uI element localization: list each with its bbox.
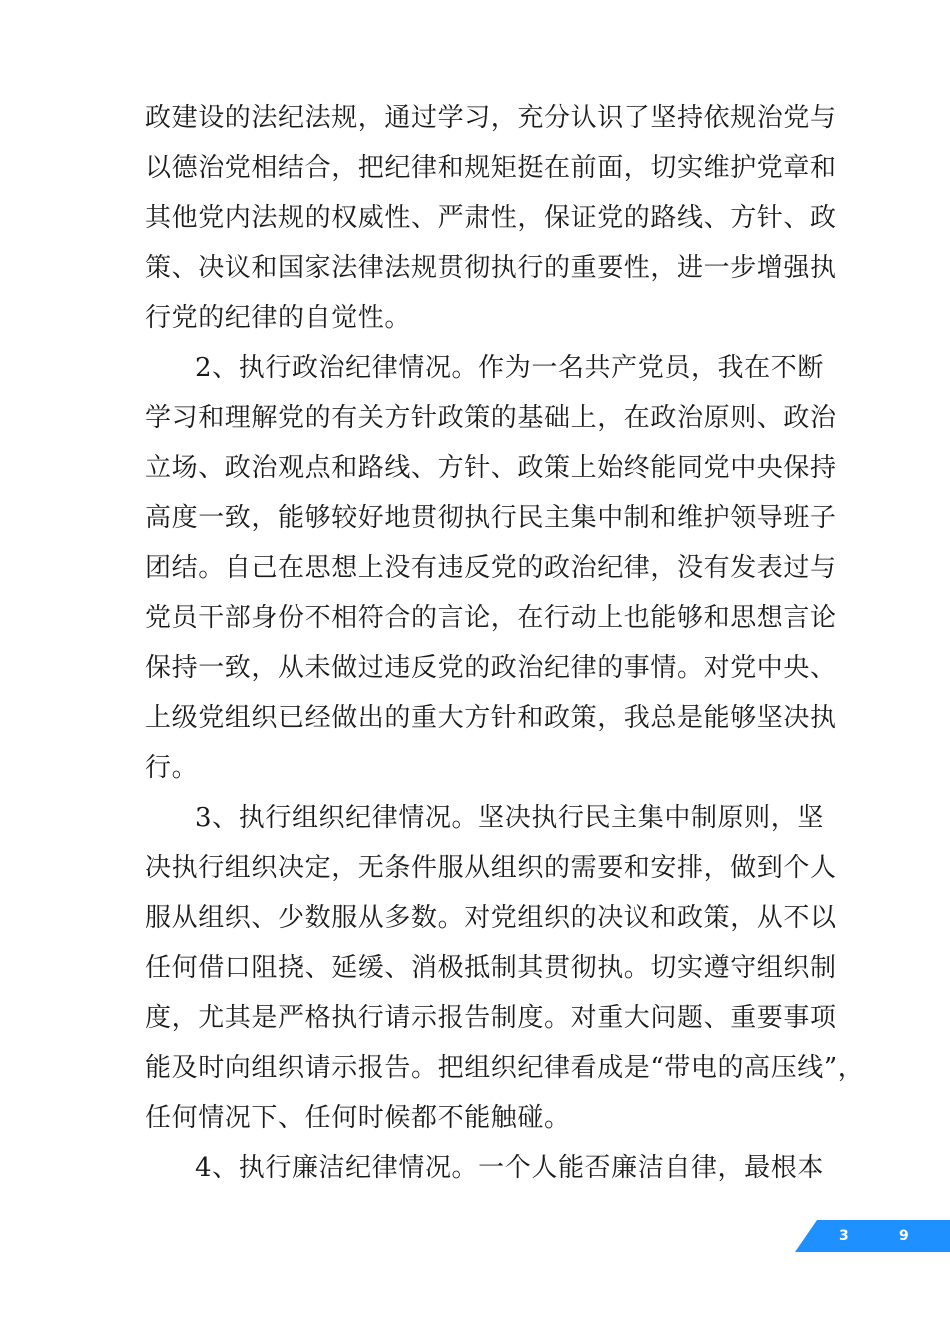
text-line: 服从组织、少数服从多数。对党组织的决议和政策，从不以 [145, 903, 837, 933]
paragraph-start: 3、执行组织纪律情况。坚决执行民主集中制原则，坚 [195, 803, 824, 833]
text-line: 任何借口阻挠、延缓、消极抵制其贯彻执。切实遵守组织制 [145, 953, 837, 983]
text-line: 立场、政治观点和路线、方针、政策上始终能同党中央保持 [145, 453, 837, 483]
text-line: 以德治党相结合，把纪律和规矩挺在前面，切实维护党章和 [145, 153, 837, 183]
paragraph-start: 2、执行政治纪律情况。作为一名共产党员，我在不断 [195, 353, 824, 383]
text-line: 决执行组织决定，无条件服从组织的需要和安排，做到个人 [145, 853, 837, 883]
page-indicator-background [795, 1220, 950, 1252]
text-line: 其他党内法规的权威性、严肃性，保证党的路线、方针、政 [145, 203, 837, 233]
text-line: 行。 [145, 753, 199, 783]
text-line: 度，尤其是严格执行请示报告制度。对重大问题、重要事项 [145, 1003, 837, 1033]
text-line: 能及时向组织请示报告。把组织纪律看成是“带电的高压线”， [145, 1053, 865, 1083]
text-line: 任何情况下、任何时候都不能触碰。 [145, 1103, 571, 1133]
text-line: 学习和理解党的有关方针政策的基础上，在政治原则、政治 [145, 403, 837, 433]
total-page-number: 9 [899, 1228, 909, 1244]
text-line: 政建设的法纪法规，通过学习，充分认识了坚持依规治党与 [145, 103, 837, 133]
text-line: 行党的纪律的自觉性。 [145, 303, 412, 333]
paragraph-start: 4、执行廉洁纪律情况。一个人能否廉洁自律，最根本 [195, 1153, 824, 1183]
text-line: 策、决议和国家法律法规贯彻执行的重要性，进一步增强执 [145, 253, 837, 283]
current-page-number: 3 [839, 1228, 849, 1244]
text-line: 党员干部身份不相符合的言论，在行动上也能够和思想言论 [145, 603, 837, 633]
page-indicator [795, 1220, 950, 1252]
text-line: 高度一致，能够较好地贯彻执行民主集中制和维护领导班子 [145, 503, 837, 533]
text-line: 保持一致，从未做过违反党的政治纪律的事情。对党中央、 [145, 653, 837, 683]
text-line: 上级党组织已经做出的重大方针和政策，我总是能够坚决执 [145, 703, 837, 733]
text-line: 团结。自己在思想上没有违反党的政治纪律，没有发表过与 [145, 553, 837, 583]
